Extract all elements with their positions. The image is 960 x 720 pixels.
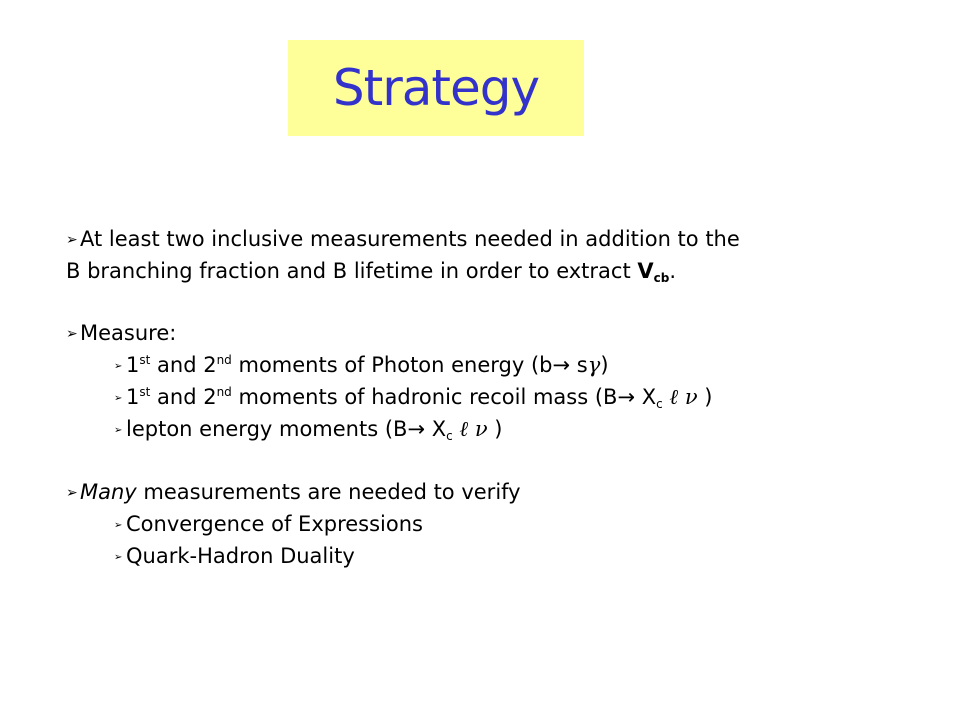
verify-item-2 <box>66 541 926 573</box>
bullet-1-continuation <box>66 256 926 287</box>
subscript: c <box>656 397 663 411</box>
arrowhead-bullet-icon: ➢ <box>114 425 123 436</box>
item-text: lepton energy moments (B <box>126 417 408 441</box>
ell-symbol: ℓ <box>662 385 685 409</box>
ordinal: 2 <box>203 353 217 377</box>
arrowhead-bullet-icon: ➢ <box>114 393 123 404</box>
nu-symbol: ν <box>474 417 488 441</box>
and-text: and <box>150 353 204 377</box>
ordinal-suffix: st <box>139 385 151 399</box>
right-arrow-icon: → <box>617 385 636 409</box>
item-text: s <box>570 353 588 377</box>
bullet-3-italic: Many <box>80 480 137 504</box>
item-text: Convergence of Expressions <box>126 512 423 536</box>
bullet-2-label: Measure: <box>80 321 177 345</box>
bullet-1 <box>66 224 926 256</box>
item-text: moments of Photon energy (b <box>231 353 553 377</box>
verify-item-1 <box>66 509 926 541</box>
arrowhead-bullet-icon: ➢ <box>66 326 78 342</box>
subscript: c <box>446 429 453 443</box>
ordinal: 2 <box>203 385 217 409</box>
and-text: and <box>150 385 204 409</box>
title-box <box>288 40 584 136</box>
arrowhead-bullet-icon: ➢ <box>66 232 78 248</box>
ordinal-suffix: st <box>139 353 151 367</box>
measure-item-2 <box>66 382 926 414</box>
slide-title: Strategy <box>332 59 540 117</box>
slide-content <box>66 224 926 573</box>
item-text: moments of hadronic recoil mass (B <box>231 385 618 409</box>
bullet-1-period: . <box>669 259 677 283</box>
vcb-symbol: V <box>637 259 654 283</box>
bullet-1-line2: B branching fraction and B lifetime in order to extract <box>66 259 638 283</box>
right-arrow-icon: → <box>552 353 571 377</box>
arrowhead-bullet-icon: ➢ <box>114 361 123 372</box>
item-text: X <box>425 417 447 441</box>
ordinal: 1 <box>126 385 140 409</box>
nu-symbol: ν <box>684 385 698 409</box>
bullet-2 <box>66 318 926 350</box>
bullet-3-text: measurements are needed to verify <box>136 480 521 504</box>
item-text: Quark-Hadron Duality <box>126 544 355 568</box>
gamma-symbol: γ <box>587 353 601 377</box>
ordinal-suffix: nd <box>216 353 232 367</box>
right-arrow-icon: → <box>407 417 426 441</box>
ell-symbol: ℓ <box>452 417 475 441</box>
arrowhead-bullet-icon: ➢ <box>114 520 123 531</box>
arrowhead-bullet-icon: ➢ <box>114 552 123 563</box>
item-text: X <box>635 385 657 409</box>
bullet-1-line1: At least two inclusive measurements needed in addition to the <box>80 227 740 251</box>
item-text: ) <box>487 417 503 441</box>
measure-item-3 <box>66 414 926 446</box>
ordinal: 1 <box>126 353 140 377</box>
ordinal-suffix: nd <box>216 385 232 399</box>
item-text: ) <box>600 353 609 377</box>
bullet-3 <box>66 477 926 509</box>
vcb-subscript: cb <box>653 271 670 285</box>
item-text: ) <box>697 385 713 409</box>
arrowhead-bullet-icon: ➢ <box>66 485 78 501</box>
measure-item-1 <box>66 350 926 382</box>
